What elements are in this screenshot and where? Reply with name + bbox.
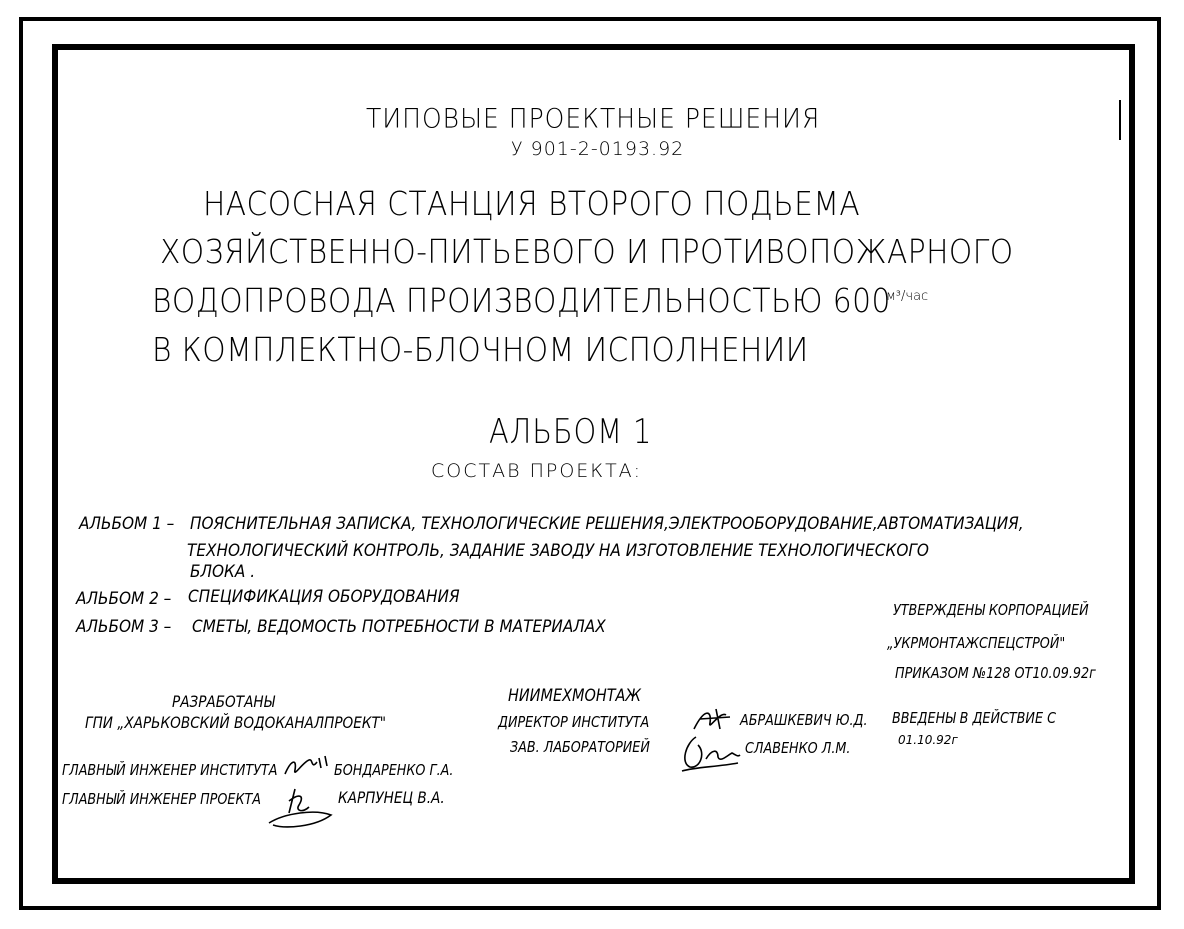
album-1-name: АЛЬБОМ 1 – <box>79 514 175 534</box>
album-1-line-1: ПОЯСНИТЕЛЬНАЯ ЗАПИСКА, ТЕХНОЛОГИЧЕСКИЕ РЕШЕНИЯ,ЭЛЕКТРООБОРУДОВАНИЕ,АВТОМАТИЗАЦИЯ, <box>190 514 1024 534</box>
chief-engineer-institute-role: ГЛАВНЫЙ ИНЖЕНЕР ИНСТИТУТА <box>62 761 278 779</box>
title-line-1: НАСОСНАЯ СТАНЦИЯ ВТОРОГО ПОДЬЕМА <box>203 184 861 223</box>
album-1-line-3: БЛОКА . <box>190 562 256 582</box>
series-code: У 901-2-0193.92 <box>511 138 685 160</box>
approving-corporation: „УКРМОНТАЖСПЕЦСТРОЙ" <box>887 634 1066 652</box>
developers-heading: РАЗРАБОТАНЫ <box>172 692 275 711</box>
effective-from: ВВЕДЕНЫ В ДЕЙСТВИЕ С <box>892 709 1056 727</box>
title-line-4: В КОМПЛЕКТНО-БЛОЧНОМ ИСПОЛНЕНИИ <box>152 330 809 369</box>
album-2-line-1: СПЕЦИФИКАЦИЯ ОБОРУДОВАНИЯ <box>188 587 460 607</box>
developer-org: ГПИ „ХАРЬКОВСКИЙ ВОДОКАНАЛПРОЕКТ" <box>85 713 387 732</box>
series-title: ТИПОВЫЕ ПРОЕКТНЫЕ РЕШЕНИЯ <box>366 103 821 134</box>
title-line-2: ХОЗЯЙСТВЕННО-ПИТЬЕВОГО И ПРОТИВОПОЖАРНОГО <box>160 232 1014 271</box>
album-3-name: АЛЬБОМ 3 – <box>76 617 172 637</box>
signature-abrashkevich <box>690 705 736 735</box>
director-role: ДИРЕКТОР ИНСТИТУТА <box>498 713 650 731</box>
chief-engineer-institute-name: БОНДАРЕНКО Г.А. <box>334 761 454 779</box>
signature-karpunets <box>265 783 335 831</box>
title-line-3: ВОДОПРОВОДА ПРОИЗВОДИТЕЛЬНОСТЬЮ 600 <box>152 281 891 320</box>
director-name: АБРАШКЕВИЧ Ю.Д. <box>740 711 868 729</box>
approved-by: УТВЕРЖДЕНЫ КОРПОРАЦИЕЙ <box>893 601 1089 619</box>
capacity-unit: м³/час <box>886 289 929 304</box>
niimekh-org: НИИМЕХМОНТАЖ <box>508 686 641 706</box>
contents-heading: СОСТАВ ПРОЕКТА: <box>431 460 643 482</box>
album-2-name: АЛЬБОМ 2 – <box>76 589 172 609</box>
signature-bondarenko <box>283 752 331 780</box>
album-1-line-2: ТЕХНОЛОГИЧЕСКИЙ КОНТРОЛЬ, ЗАДАНИЕ ЗАВОДУ НА ИЗГОТОВЛЕНИЕ ТЕХНОЛОГИЧЕСКОГО <box>187 541 929 561</box>
chief-engineer-project-name: КАРПУНЕЦ В.А. <box>338 788 445 807</box>
order-number: ПРИКАЗОМ №128 ОТ10.09.92г <box>895 664 1096 682</box>
signature-slavenko <box>676 733 742 773</box>
lab-head-role: ЗАВ. ЛАБОРАТОРИЕЙ <box>510 738 650 756</box>
album-3-line-1: СМЕТЫ, ВЕДОМОСТЬ ПОТРЕБНОСТИ В МАТЕРИАЛАХ <box>192 617 606 637</box>
chief-engineer-project-role: ГЛАВНЫЙ ИНЖЕНЕР ПРОЕКТА <box>62 790 262 808</box>
album-label: АЛЬБОМ 1 <box>489 412 653 452</box>
effective-date: 01.10.92г <box>898 733 958 747</box>
lab-head-name: СЛАВЕНКО Л.М. <box>745 739 851 757</box>
edge-mark <box>1119 100 1121 140</box>
